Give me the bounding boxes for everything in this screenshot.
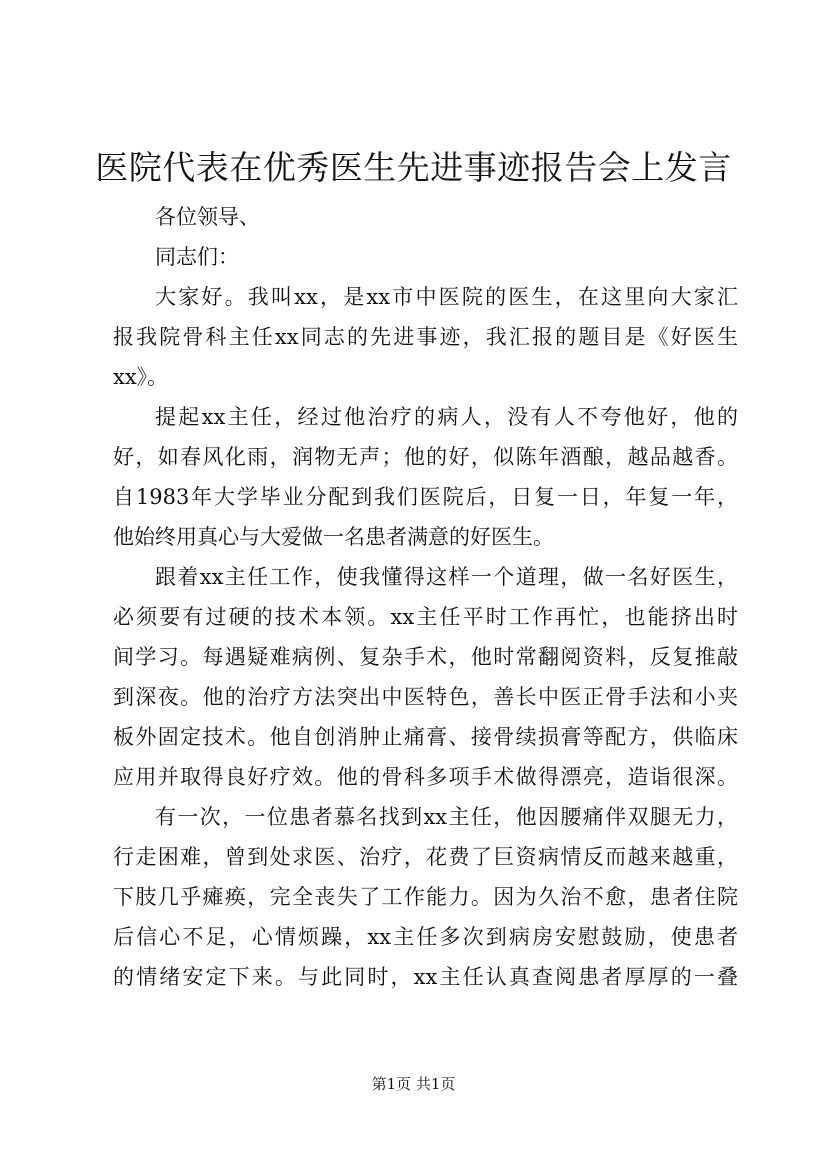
page-footer: 第1页 共1页 bbox=[371, 1075, 456, 1093]
paragraph-line: 板外固定技术。他自创消肿止痛膏、接骨续损膏等配方，供临床 bbox=[113, 725, 738, 749]
paragraph-line: 的情绪安定下来。与此同时，xx主任认真查阅患者厚厚的一叠 bbox=[113, 965, 738, 989]
paragraph-line: 行走困难，曾到处求医、治疗，花费了巨资病情反而越来越重， bbox=[113, 845, 738, 869]
paragraph-line: 必须要有过硬的技术本领。xx主任平时工作再忙，也能挤出时 bbox=[113, 605, 738, 629]
paragraph-line: 提起xx主任，经过他治疗的病人，没有人不夸他好，他的 bbox=[155, 405, 738, 429]
paragraph-line: 下肢几乎瘫痪，完全丧失了工作能力。因为久治不愈，患者住院 bbox=[113, 885, 738, 909]
paragraph-line: 他始终用真心与大爱做一名患者满意的好医生。 bbox=[113, 525, 554, 549]
paragraph-line: xx》。 bbox=[113, 365, 169, 389]
salutation-line: 同志们： bbox=[155, 245, 239, 269]
paragraph-line: 自1983年大学毕业分配到我们医院后，日复一日，年复一年， bbox=[113, 485, 738, 509]
paragraph-line: 大家好。我叫xx，是xx市中医院的医生，在这里向大家汇 bbox=[155, 285, 738, 309]
paragraph-line: 报我院骨科主任xx同志的先进事迹，我汇报的题目是《好医生 bbox=[113, 325, 738, 349]
document-title: 医院代表在优秀医生先进事迹报告会上发言 bbox=[95, 148, 732, 187]
paragraph-line: 应用并取得良好疗效。他的骨科多项手术做得漂亮，造诣很深。 bbox=[113, 765, 738, 789]
paragraph-line: 有一次，一位患者慕名找到xx主任，他因腰痛伴双腿无力， bbox=[155, 805, 738, 829]
paragraph-line: 间学习。每遇疑难病例、复杂手术，他时常翻阅资料，反复推敲 bbox=[113, 645, 738, 669]
paragraph-line: 跟着xx主任工作，使我懂得这样一个道理，做一名好医生， bbox=[155, 565, 738, 589]
paragraph-line: 后信心不足，心情烦躁，xx主任多次到病房安慰鼓励，使患者 bbox=[113, 925, 738, 949]
paragraph-line: 好，如春风化雨，润物无声；他的好，似陈年酒酿，越品越香。 bbox=[113, 445, 738, 469]
salutation-line: 各位领导、 bbox=[155, 205, 260, 229]
document-body bbox=[113, 197, 738, 997]
paragraph-line: 到深夜。他的治疗方法突出中医特色，善长中医正骨手法和小夹 bbox=[113, 685, 738, 709]
